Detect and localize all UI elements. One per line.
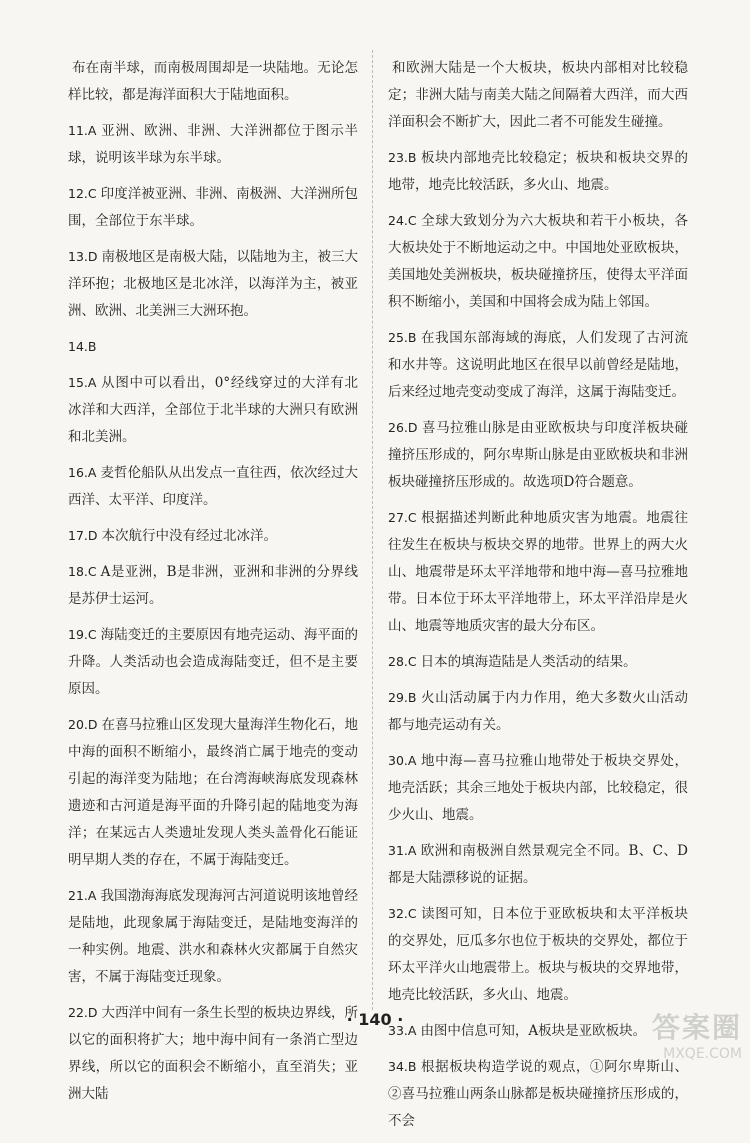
answer-entry: 13.D 南极地区是南极大陆，以陆地为主，被三大洋环抱；北极地区是北冰洋，以海洋为主，被亚洲、欧洲、北美洲三大洲环抱。 [68, 249, 359, 319]
answer-entry: 15.A 从图中可以看出，0°经线穿过的大洋有北冰洋和大西洋，全部位于北半球的大洲只有欧洲和北美洲。 [68, 375, 358, 445]
page-number: · 140 · [346, 1010, 404, 1029]
answer-entry: 28.C 日本的填海造陆是人类活动的结果。 [388, 654, 637, 670]
answer-entry: 16.A 麦哲伦船队从出发点一直往西，依次经过大西洋、太平洋、印度洋。 [68, 465, 358, 508]
answer-entry: 18.C A是亚洲，B是非洲，亚洲和非洲的分界线是苏伊士运河。 [68, 564, 358, 607]
watermark-main-text: 答案圈 [651, 1011, 742, 1044]
answer-entry: 30.A 地中海—喜马拉雅山地带处于板块交界处，地壳活跃；其余三地处于板块内部，比较稳定，很少火山、地震。 [388, 753, 688, 823]
answer-entry: 26.D 喜马拉雅山脉是由亚欧板块与印度洋板块碰撞挤压形成的，阿尔卑斯山脉是由亚欧板块和非洲板块碰撞挤压形成的。故选项D符合题意。 [388, 420, 688, 490]
answer-entry: 23.B 板块内部地壳比较稳定；板块和板块交界的地带，地壳比较活跃，多火山、地震。 [388, 150, 688, 193]
watermark-logo [652, 1006, 742, 1062]
answer-entry: 19.C 海陆变迁的主要原因有地壳运动、海平面的升降。人类活动也会造成海陆变迁，但不是主要原因。 [68, 627, 358, 697]
answer-entry: 34.B 根据板块构造学说的观点，①阿尔卑斯山、②喜马拉雅山两条山脉都是板块碰撞挤压形成的，不会 [388, 1059, 688, 1129]
answer-entry: 17.D 本次航行中没有经过北冰洋。 [68, 528, 278, 544]
left-column [68, 54, 358, 1116]
answer-entry: 20.D 在喜马拉雅山区发现大量海洋生物化石，地中海的面积不断缩小，最终消亡属于地壳的变动引起的海洋变为陆地；在台湾海峡海底发现森林遗迹和古河道是海平面的升降引起的陆地变为海洋；在某远古人类遗址发现人类头盖骨化石能证明早期人类的存在，不属于海陆变迁。 [68, 717, 359, 868]
answer-entry: 33.A 由图中信息可知，A板块是亚欧板块。 [388, 1023, 647, 1039]
answer-entry: 布在南半球，而南极周围却是一块陆地。无论怎样比较，都是海洋面积大于陆地面积。 [68, 60, 358, 103]
column-divider [372, 50, 373, 1010]
answer-entry: 21.A 我国渤海海底发现海河古河道说明该地曾经是陆地，此现象属于海陆变迁，是陆地变海洋的一种实例。地震、洪水和森林火灾都属于自然灾害，不属于海陆变迁现象。 [68, 888, 358, 985]
right-column [388, 54, 688, 1143]
answer-entry: 27.C 根据描述判断此种地质灾害为地震。地震往往发生在板块与板块交界的地带。世界上的两大火山、地震带是环太平洋地带和地中海—喜马拉雅地带。日本位于环太平洋地带上，环太平洋沿岸是火山、地震等地质灾害的最大分布区。 [388, 510, 688, 634]
answer-entry: 14.B [68, 339, 97, 354]
answer-entry: 25.B 在我国东部海域的海底，人们发现了古河流和水井等。这说明此地区在很早以前曾经是陆地，后来经过地壳变动变成了海洋，这属于海陆变迁。 [388, 330, 688, 400]
watermark-sub-text: MXQE.COM [663, 1046, 742, 1062]
answer-entry: 12.C 印度洋被亚洲、非洲、南极洲、大洋洲所包围，全部位于东半球。 [68, 186, 358, 229]
answer-entry: 11.A 亚洲、欧洲、非洲、大洋洲都位于图示半球，说明该半球为东半球。 [68, 123, 358, 166]
answer-entry: 22.D 大西洋中间有一条生长型的板块边界线，所以它的面积将扩大；地中海中间有一条消亡型边界线，所以它的面积会不断缩小，直至消失；亚洲大陆 [68, 1005, 359, 1102]
answer-entry: 32.C 读图可知，日本位于亚欧板块和太平洋板块的交界处，厄瓜多尔也位于板块的交界处，都位于环太平洋火山地震带上。板块与板块的交界地带，地壳比较活跃，多火山、地震。 [388, 906, 688, 1003]
answer-entry: 31.A 欧洲和南极洲自然景观完全不同。B、C、D都是大陆漂移说的证据。 [388, 843, 688, 886]
answer-entry: 29.B 火山活动属于内力作用，绝大多数火山活动都与地壳运动有关。 [388, 690, 688, 733]
answer-entry: 和欧洲大陆是一个大板块，板块内部相对比较稳定；非洲大陆与南美大陆之间隔着大西洋，而大西洋面积会不断扩大，因此二者不可能发生碰撞。 [388, 60, 688, 130]
answer-entry: 24.C 全球大致划分为六大板块和若干小板块，各大板块处于不断地运动之中。中国地处亚欧板块，美国地处美洲板块，板块碰撞挤压，使得太平洋面积不断缩小，美国和中国将会成为陆上邻国。 [388, 213, 688, 310]
